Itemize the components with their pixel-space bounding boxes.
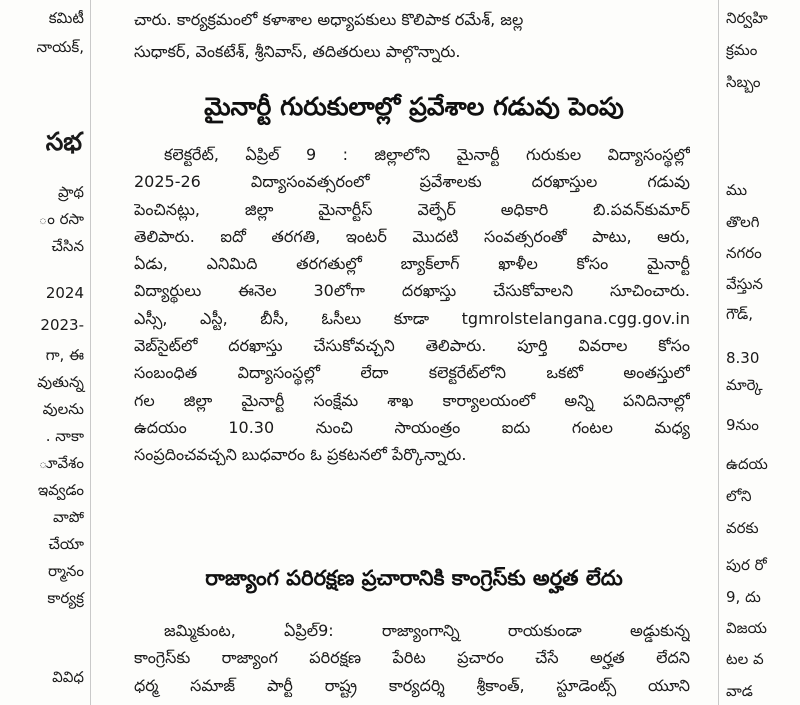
article-line: వెబ్‌సైట్‌లో దరఖాస్తు చేసుకోవచ్చని తెలిపారు. పూర్తి వివరాల కోసం <box>134 336 690 356</box>
left-fragment: చేయా <box>48 535 84 553</box>
left-fragment: వుతున్న <box>37 373 84 391</box>
right-fragment: వాడ <box>726 682 753 700</box>
article-line: కలెక్టరేట్, ఏప్రిల్ 9 : జిల్లాలోని మైనార్టీ గురుకుల విద్యాసంస్థల్లో <box>164 145 690 164</box>
right-fragment: వేస్తున <box>726 275 763 293</box>
right-fragment: వరకు <box>726 519 759 537</box>
right-fragment: క్రమం <box>726 41 758 59</box>
previous-article-line: చారు. కార్యక్రమంలో కళాశాల అధ్యాపకులు కొలిపాక రమేశ్, జల్ల <box>134 10 524 29</box>
left-fragment: చేసిన <box>51 237 84 255</box>
article-line: కాంగ్రెస్‌కు రాజ్యాంగ పరిరక్షణ పేరిట ప్రచారం చేసే అర్హత లేదని <box>134 648 690 668</box>
article-line: ఎస్సీ, ఎస్టీ, బీసీ, ఓసీలు కూడా tgmrolstelangana.cgg.gov.in <box>134 308 690 328</box>
column-divider-left <box>90 0 91 705</box>
article-body <box>134 141 690 469</box>
column-divider-right <box>718 0 719 705</box>
article-headline: రాజ్యాంగ పరిరక్షణ ప్రచారానికి కాంగ్రెస్‌కు అర్హత లేదు <box>205 566 623 590</box>
previous-article-line: సుధాకర్, వెంకటేశ్, శ్రీనివాస్, తదితరులు పాల్గొన్నారు. <box>134 42 461 61</box>
left-fragment: 2023- <box>40 316 84 334</box>
left-column <box>0 0 88 705</box>
left-fragment: . నాకా <box>45 427 84 445</box>
right-fragment: గౌడ్, <box>726 305 753 323</box>
left-fragment: గా, ఈ <box>45 346 84 364</box>
right-fragment: టల వ <box>726 650 764 668</box>
main-column <box>96 0 712 705</box>
right-fragment: ఉదయ <box>726 455 768 473</box>
right-fragment: లోని <box>726 487 752 505</box>
article-line: తెలిపారు. ఐదో తరగతి, ఇంటర్ మొదటి సంవత్సరంతో పాటు, ఆరు, <box>134 226 690 246</box>
article-line: ధర్మ సమాజ్ పార్టీ రాష్ట్ర కార్యదర్శి శ్రీకాంత్, స్టూడెంట్స్ యూని <box>134 675 690 695</box>
left-fragment: వులను <box>42 400 84 418</box>
right-fragment: 8.30 <box>726 349 760 367</box>
left-fragment: కార్యక్ర <box>47 589 84 607</box>
article-headline: మైనార్టీ గురుకులాల్లో ప్రవేశాల గడువు పెంపు <box>204 92 624 121</box>
left-fragment: వివిధ <box>52 668 84 686</box>
article-line: ఏడు, ఎనిమిది తరగతుల్లో బ్యాక్‌లాగ్ ఖాళీల కోసం మైనార్టీ <box>134 254 690 274</box>
left-fragment: వాపో <box>53 508 84 526</box>
article-line: సంప్రదించవచ్చని బుధవారం ఓ ప్రకటనలో పేర్కొన్నారు. <box>134 445 467 465</box>
right-fragment: సిబ్బం <box>726 73 761 91</box>
right-fragment: తొలగి <box>726 213 760 231</box>
article-line: గల జిల్లా మైనార్టీ సంక్షేమ శాఖ కార్యాలయంలో అన్ని పనిదినాల్లో <box>134 390 690 410</box>
right-fragment: ము <box>726 181 748 199</box>
left-fragment: 2024 <box>45 284 84 302</box>
right-column <box>722 0 800 705</box>
left-fragment: ూవేశం <box>38 454 84 472</box>
article-line: సంబంధిత విద్యాసంస్థల్లో లేదా కలెక్టరేట్‌లోని ఒకటో అంతస్తులో <box>134 363 690 383</box>
right-fragment: మార్కె <box>726 376 763 394</box>
right-fragment: 9, దు <box>726 588 761 606</box>
left-fragment: ప్రాథ <box>57 183 84 201</box>
right-fragment: విజయ <box>726 619 767 637</box>
right-fragment: నగరం <box>726 244 762 262</box>
left-fragment: కమిటీ <box>48 9 84 27</box>
right-fragment: 9నుం <box>726 416 759 434</box>
article-line: 2025-26 విద్యాసంవత్సరంలో ప్రవేశాలకు దరఖాస్తుల గడువు <box>134 172 690 192</box>
article-line: జమ్మికుంట, ఏప్రిల్9: రాజ్యాంగాన్ని రాయకుండా అడ్డుకున్న <box>164 621 690 640</box>
left-fragment: ం రసా <box>38 210 84 228</box>
article-body <box>134 617 690 699</box>
article-line: విద్యార్థులు ఈనెల 30లోగా దరఖాస్తు చేసుకోవాలని సూచించారు. <box>134 281 690 301</box>
article-line: ఉదయం 10.30 నుంచి సాయంత్రం ఐదు గంటల మధ్య <box>134 417 690 437</box>
right-fragment: పుర రో <box>726 556 767 574</box>
left-fragment: నాయక్, <box>36 38 84 56</box>
right-fragment: నిర్వ‌హి <box>726 9 768 27</box>
left-fragment: ర్మానం <box>47 562 84 580</box>
article-line: పెంచినట్లు, జిల్లా మైనార్టీస్ వెల్ఫేర్ అధికారి బి.పవన్‌కుమార్ <box>134 199 690 219</box>
left-fragment: ఇవ్వడం <box>37 481 84 499</box>
left-heading-fragment: సభ <box>45 127 82 156</box>
